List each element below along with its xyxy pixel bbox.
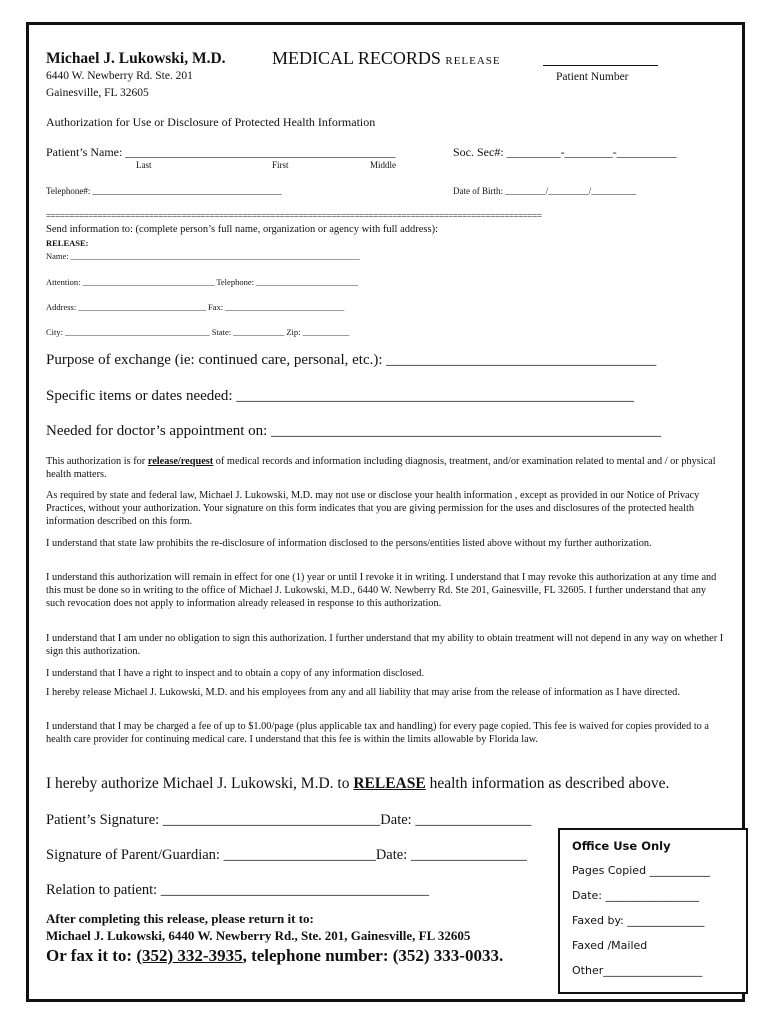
document-title — [272, 48, 501, 69]
other-field[interactable]: Other__________________ — [572, 964, 703, 977]
paragraph-inspect: I understand that I have a right to inspect and to obtain a copy of any information disclosed. — [46, 668, 425, 679]
fax-number: (352) 332-3935 — [136, 946, 243, 965]
recipient-name-field[interactable]: Name: ____________________________________________________________________ — [46, 251, 360, 261]
fax-post: , telephone number: (352) 333-0033. — [242, 946, 504, 965]
doctor-name: Michael J. Lukowski, M.D. — [46, 50, 226, 67]
pages-copied-field[interactable]: Pages Copied ___________ — [572, 864, 711, 877]
office-use-box — [558, 828, 748, 994]
authorize-pre: I hereby authorize Michael J. Lukowski, M.D. to — [46, 775, 354, 792]
authorize-post: health information as described above. — [425, 775, 670, 792]
office-use-heading: Office Use Only — [572, 839, 671, 853]
address-field[interactable]: Address: ______________________________ Fax: ____________________________ — [46, 302, 345, 312]
paragraph-liability: I hereby release Michael J. Lukowski, M.D. and his employees from any and all liability that may arise from the release of information as I have directed. — [46, 687, 680, 698]
authorize-statement — [46, 775, 669, 793]
faxed-by-field[interactable]: Faxed by: ______________ — [572, 914, 705, 927]
ssn-field[interactable]: Soc. Sec#: _________-________-__________ — [453, 145, 677, 159]
send-info-label: Send information to: (complete person’s full name, organization or agency with full address): — [46, 224, 438, 235]
name-sub-first: First — [272, 160, 289, 170]
address-line-2: Gainesville, FL 32605 — [46, 87, 149, 99]
paragraph-obligation: I understand that I am under no obligation to sign this authorization. I further understand that my ability to obtain treatment will not depend in any way on whether I sign this authorization. — [46, 633, 724, 658]
guardian-signature-field[interactable]: Signature of Parent/Guardian: _____________________Date: ________________ — [46, 847, 527, 863]
dob-field[interactable]: Date of Birth: _________/_________/__________ — [453, 186, 637, 196]
patient-signature-field[interactable]: Patient’s Signature: ______________________________Date: ________________ — [46, 812, 532, 828]
faxed-mailed-label: Faxed /Mailed — [572, 939, 648, 952]
p1-post: of medical records and information including diagnosis, treatment, and/or examination related to mental and / or physical health matters. — [46, 456, 716, 481]
name-sub-last: Last — [136, 160, 152, 170]
relation-field[interactable]: Relation to patient: _____________________________________ — [46, 882, 430, 898]
paragraph-authorization — [46, 455, 726, 481]
items-field[interactable]: Specific items or dates needed: _____________________________________________________ — [46, 388, 634, 404]
telephone-field[interactable]: Telephone#: __________________________________________ — [46, 186, 282, 196]
paragraph-law: As required by state and federal law, Michael J. Lukowski, M.D. may not use or disclose your health information , except as provided in our Notice of Privacy Practices, without your authorization. Your signature on this form indicates that you are giving permission for the uses and disclosures of the protected health information described on this form. — [46, 490, 700, 528]
return-instructions: After completing this release, please return it to: — [46, 911, 314, 926]
appointment-field[interactable]: Needed for doctor’s appointment on: ____________________________________________________ — [46, 423, 662, 439]
patient-number-label: Patient Number — [556, 71, 629, 83]
separator-line: ========================================================================================================== — [46, 211, 542, 221]
attention-field[interactable]: Attention: _______________________________ Telephone: ________________________ — [46, 277, 359, 287]
fax-pre: Or fax it to: — [46, 946, 137, 965]
office-date-field[interactable]: Date: _________________ — [572, 889, 699, 902]
paragraph-effect: I understand this authorization will remain in effect for one (1) year or until I revoke it in writing. I understand that I may revoke this authorization at any time and this must be done so in writing to the office of Michael J. Lukowski, M.D., 6440 W. Newberry Rd. Ste 201, Gainesville, FL 32605. I further understand that any such revocation does not apply to information already released in response to this authorization. — [46, 572, 717, 610]
city-field[interactable]: City: __________________________________ State: ____________ Zip: ___________ — [46, 327, 350, 337]
paragraph-fee: I understand that I may be charged a fee of up to $1.00/page (plus applicable tax and handling) for every page copied. This fee is waived for copies provided to a health care provider for continuing medical care. I understand that this fee is within the limits allowable by Florida law. — [46, 721, 709, 746]
purpose-field[interactable]: Purpose of exchange (ie: continued care, personal, etc.): ____________________________________ — [46, 352, 657, 368]
paragraph-redisclosure: I understand that state law prohibits the re-disclosure of information disclosed to the persons/entities listed above without my further authorization. — [46, 538, 652, 549]
name-sub-middle: Middle — [370, 160, 396, 170]
fax-line — [46, 946, 503, 966]
return-address: Michael J. Lukowski, 6440 W. Newberry Rd., Ste. 201, Gainesville, FL 32605 — [46, 928, 471, 943]
p1-pre: This authorization is for — [46, 456, 148, 467]
title-small: RELEASE — [445, 55, 501, 67]
authorize-bold: RELEASE — [353, 775, 426, 792]
release-label: RELEASE: — [46, 238, 89, 248]
authorization-title: Authorization for Use or Disclosure of Protected Health Information — [46, 115, 376, 129]
title-main: MEDICAL RECORDS — [272, 48, 441, 68]
address-line-1: 6440 W. Newberry Rd. Ste. 201 — [46, 70, 193, 82]
p1-bold: release/request — [147, 456, 214, 467]
patient-number-field[interactable] — [543, 65, 658, 66]
patient-name-field[interactable]: Patient’s Name: _____________________________________________ — [46, 145, 396, 159]
